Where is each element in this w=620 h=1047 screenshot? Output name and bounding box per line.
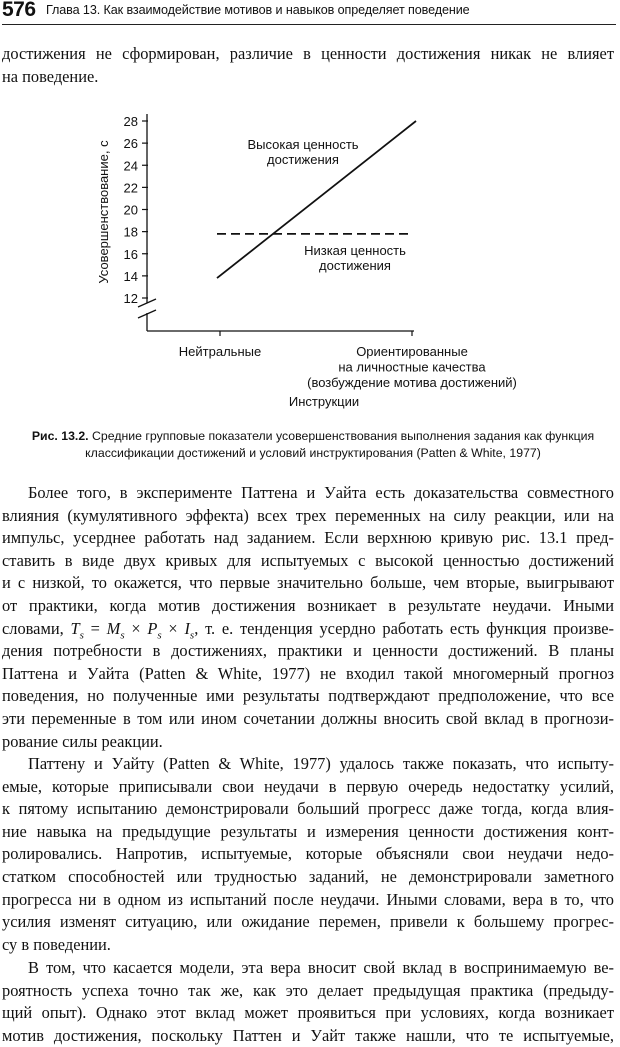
y-tick-label: 26 <box>123 136 138 152</box>
text-line: роятность успеха точно так же, как это делает предыдущая практика (предыду- <box>2 980 614 1000</box>
y-tick-label: 28 <box>123 114 138 129</box>
y-tick-label: 24 <box>123 158 138 174</box>
caption-text-line2: классификации достижений и условий инструктирования (Patten & White, 1977) <box>85 446 541 460</box>
text-line: поведения, но полученные ими результаты подтверждают предположение, что все <box>2 686 614 706</box>
y-tick-label: 12 <box>123 291 138 306</box>
y-axis-label: Усовершенствование, с <box>96 140 111 284</box>
y-tick-label: 22 <box>123 180 138 196</box>
y-tick-label: 20 <box>123 202 138 218</box>
text-line: статком способностей или трудностью заданий, не демонстрировали заметного <box>2 866 614 886</box>
text-line: прогресса ни в одном из испытаний после неудачи. Иными словами, вера в то, что <box>2 889 614 909</box>
text-line: импульс, усерднее работать над заданием. Если верхнюю кривую рис. 13.1 пред- <box>2 528 614 548</box>
text-line: ставить в виде двух кривых для испытуемых с высокой ценностью достижений <box>2 550 614 570</box>
body-paragraph-3 <box>2 753 614 956</box>
caption-text-line1: Средние групповые показатели усовершенствования выполнения задания как функция <box>92 429 595 443</box>
text-line: Более того, в эксперименте Паттена и Уайта есть доказательства совместного <box>28 483 614 502</box>
intro-paragraph <box>2 43 614 88</box>
page-number: 576 <box>2 0 36 21</box>
text-line: от практики, когда мотив достижения возникает в результате неудачи. Иными <box>2 595 614 615</box>
x-axis-label: Инструкции <box>288 394 360 409</box>
text-line: и с низкой, то окажется, что первые значительно больше, чем вторые, выигрывают <box>2 573 614 593</box>
text-line: к пятому испытанию демонстрировали больший прогресс даже тогда, когда влия- <box>2 799 614 819</box>
series-label-low-value: Низкая ценность <box>304 243 406 258</box>
text-line: ролировались. Напротив, испытуемые, которые объясняли свои неудачи недо- <box>2 844 614 864</box>
text-line: на поведение. <box>2 66 99 86</box>
text-line: мотив достижения, поскольку Паттен и Уайт также нашли, что те испытуемые, <box>2 1025 614 1045</box>
text-line: достижения не сформирован, различие в ценности достижения никак не влияет <box>2 44 614 63</box>
x-category-label: Нейтральные <box>178 344 262 359</box>
caption-label: Рис. 13.2. <box>31 429 89 443</box>
series-label-high-value: достижения <box>267 152 339 167</box>
body-paragraph-2 <box>2 482 614 753</box>
body-paragraph-4 <box>2 957 614 1047</box>
text-line: щий опыт). Однако этот вклад может проявиться при условиях, когда возникает <box>2 1003 614 1023</box>
text-line: рование силы реакции. <box>2 731 163 751</box>
text-line: эти переменные в том или ином сочетании должны вносить свой вклад в прогнози- <box>2 708 614 728</box>
text-line: дения потребности в достижениях, практики и ценности достижений. В планы <box>2 641 614 661</box>
text-line: Паттену и Уайту (Patten & White, 1977) удалось также показать, что испыту- <box>28 754 614 773</box>
x-category-label: (возбуждение мотива достижений) <box>307 375 517 390</box>
y-tick-label: 16 <box>123 246 138 262</box>
figure-caption <box>30 428 596 462</box>
page-header <box>2 0 616 25</box>
y-tick-label: 18 <box>123 224 138 240</box>
chart-figure-13-2 <box>0 100 620 420</box>
text-line: ние навыка на предыдущие результаты и измерения ценности достижения конт- <box>2 821 614 841</box>
text-line: В том, что касается модели, эта вера вносит свой вклад в воспринимаемую ве- <box>28 958 614 977</box>
series-label-high-value: Высокая ценность <box>247 137 359 152</box>
x-category-label: на личностные качества <box>338 359 486 375</box>
x-category-label: Ориентированные <box>356 344 468 359</box>
series-label-low-value: достижения <box>319 258 391 273</box>
running-head: Глава 13. Как взаимодействие мотивов и навыков определяет поведение <box>46 3 470 17</box>
text-line: словами, $T_s = M_s \times P_s \times I_s$, т. е. тенденция усердно работать есть функция произве- <box>2 618 614 641</box>
text-line: су в поведении. <box>2 934 111 954</box>
text-line: Паттена и Уайта (Patten & White, 1977) не входил такой многомерный прогноз <box>2 663 614 683</box>
text-line: влияния (кумулятивного эффекта) всех трех переменных на силу реакции, или на <box>2 505 614 525</box>
text-line: емые, которые приписывали свои неудачи в первую очередь недостатку усилий, <box>2 776 614 796</box>
y-tick-label: 14 <box>123 268 138 284</box>
text-line: усилия изменят ситуацию, или ожидание перемен, привели к большему прогрес- <box>2 912 614 932</box>
